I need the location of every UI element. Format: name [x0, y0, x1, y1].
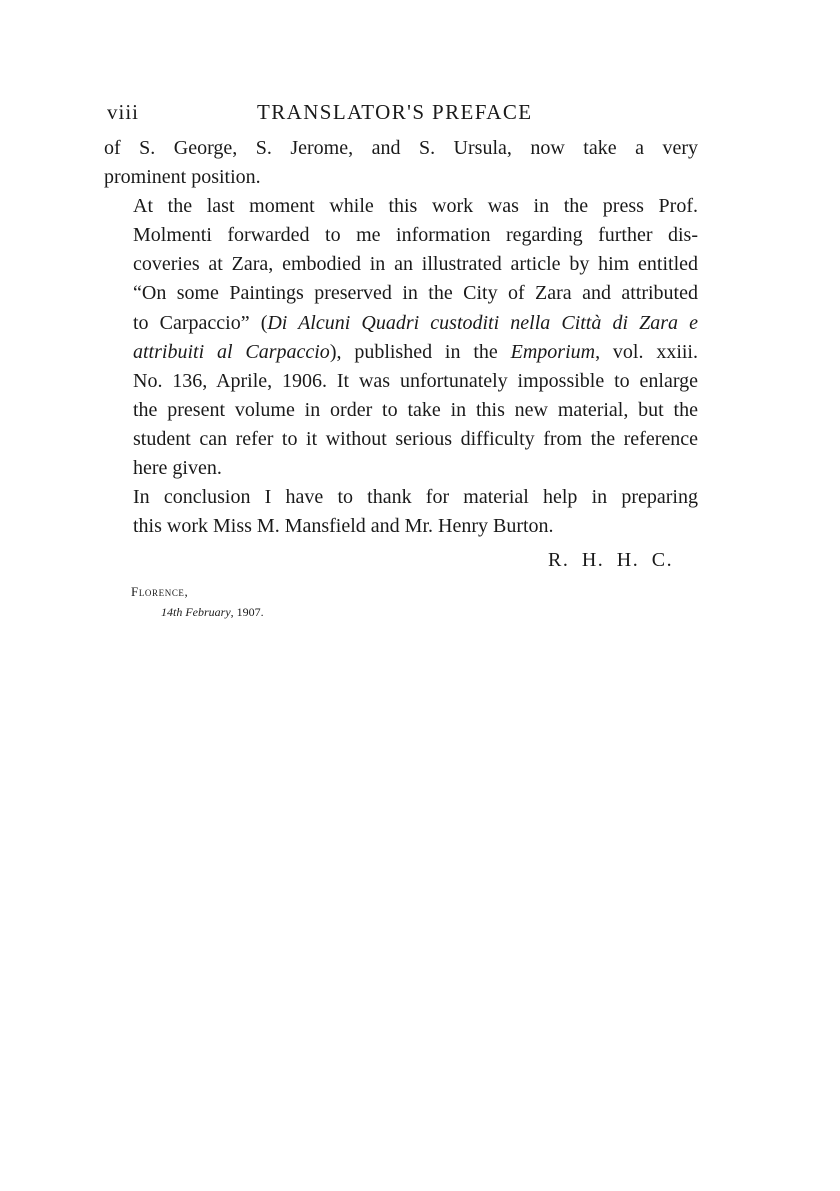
- text-line: Molmenti forwarded to me information regarding further dis-: [133, 224, 698, 247]
- paragraph-conclusion: [104, 483, 698, 541]
- text-line: At the last moment while this work was in the press Prof.: [133, 195, 698, 218]
- text-line: coveries at Zara, embodied in an illustrated article by him entitled: [133, 253, 698, 276]
- paragraph-zara-discoveries: [104, 192, 698, 483]
- italic-title: attribuiti al Carpaccio: [133, 340, 330, 363]
- text-line: In conclusion I have to thank for material help in preparing: [133, 486, 698, 509]
- running-title: TRANSLATOR'S PREFACE: [257, 100, 533, 124]
- text-run: ), published in the: [329, 340, 511, 363]
- text-run: to Carpaccio” (: [133, 311, 268, 334]
- date-month: February: [185, 605, 231, 619]
- date-day: 14th: [161, 605, 183, 619]
- text-run: , vol. xxiii.: [595, 340, 698, 363]
- text-line: here given.: [133, 457, 222, 480]
- text-line: [104, 338, 698, 367]
- text-line: No. 136, Aprile, 1906. It was unfortunately impossible to enlarge: [133, 369, 698, 392]
- dateline: [131, 582, 264, 622]
- dateline-place: Florence,: [131, 584, 189, 599]
- text-line: [104, 309, 698, 338]
- page-number: viii: [107, 100, 140, 124]
- text-line: the present volume in order to take in this new material, but the: [133, 398, 698, 421]
- text-line: this work Miss M. Mansfield and Mr. Henry Burton.: [133, 515, 554, 538]
- body-text: [104, 134, 698, 541]
- text-line: prominent position.: [104, 166, 261, 189]
- italic-journal-name: Emporium: [510, 340, 596, 363]
- text-line: “On some Paintings preserved in the City of Zara and attributed: [133, 282, 698, 305]
- text-line: student can refer to it without serious difficulty from the reference: [133, 427, 698, 450]
- text-line: of S. George, S. Jerome, and S. Ursula, now take a very: [104, 137, 698, 159]
- paragraph-continuation: [104, 134, 698, 192]
- date-year: , 1907.: [230, 605, 264, 619]
- dateline-date: [131, 602, 264, 622]
- running-head: [107, 97, 699, 127]
- signature-initials: R. H. H. C.: [548, 549, 674, 571]
- italic-title: Di Alcuni Quadri custoditi nella Città di Zara e: [267, 311, 698, 334]
